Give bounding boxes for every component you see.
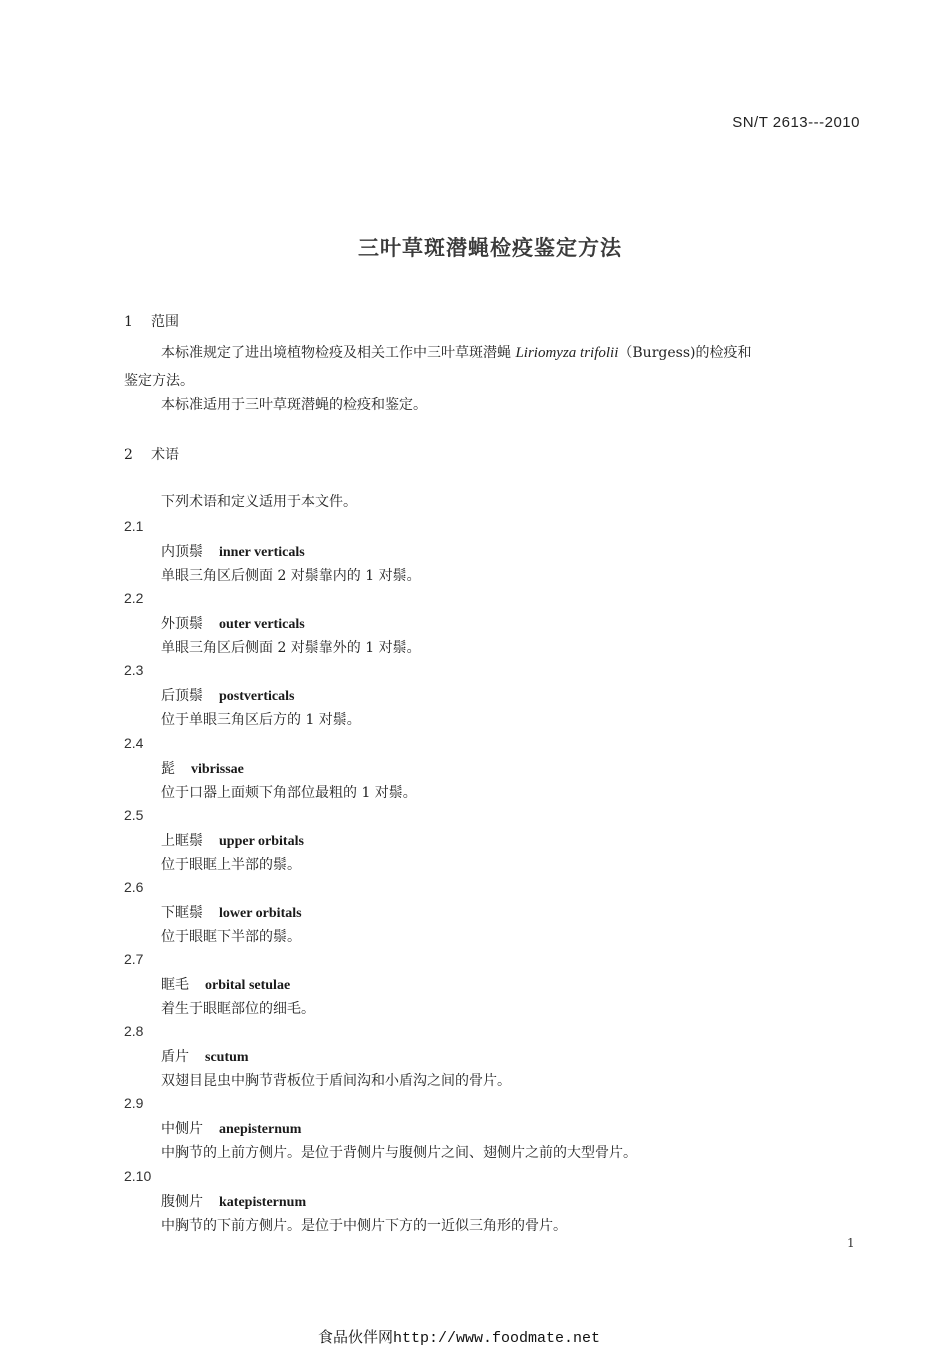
section-title: 范围 — [151, 314, 179, 330]
term-name — [161, 685, 294, 705]
term-zh: 下眶鬃 — [161, 905, 203, 921]
term-definition: 双翅目昆虫中胸节背板位于盾间沟和小盾沟之间的骨片。 — [161, 1073, 511, 1089]
term-en: katepisternum — [219, 1195, 307, 1210]
term-number: 2.1 — [124, 518, 144, 534]
term-name — [161, 541, 305, 561]
term-zh: 眶毛 — [161, 977, 189, 993]
term-definition: 着生于眼眶部位的细毛。 — [161, 1001, 315, 1017]
term-zh: 腹侧片 — [161, 1194, 203, 1210]
term-zh: 内顶鬃 — [161, 544, 203, 560]
footer-site-name: 食品伙伴网 — [318, 1328, 394, 1346]
section-number: 2 — [124, 447, 133, 463]
term-zh: 上眶鬃 — [161, 833, 203, 849]
scope-text-b: （Burgess)的检疫和 — [618, 345, 752, 361]
document-code: SN/T 2613---2010 — [732, 114, 860, 131]
term-en: upper orbitals — [219, 834, 304, 849]
section-2-heading — [124, 444, 179, 464]
term-name — [161, 902, 302, 922]
scope-paragraph-1 — [161, 339, 881, 367]
term-definition: 位于眼眶下半部的鬃。 — [161, 929, 301, 945]
footer-watermark — [318, 1326, 600, 1347]
section-1-heading — [124, 311, 179, 331]
term-number: 2.3 — [124, 662, 144, 678]
term-en: orbital setulae — [205, 978, 291, 993]
species-name: Liriomyza trifolii — [515, 345, 619, 361]
scope-paragraph-2: 本标准适用于三叶草斑潜蝇的检疫和鉴定。 — [161, 397, 427, 413]
term-name — [161, 1118, 301, 1138]
term-name — [161, 1046, 249, 1066]
term-number: 2.8 — [124, 1023, 144, 1039]
term-en: anepisternum — [219, 1122, 302, 1137]
term-definition: 中胸节的上前方侧片。是位于背侧片与腹侧片之间、翅侧片之前的大型骨片。 — [161, 1145, 637, 1161]
term-en: inner verticals — [219, 545, 305, 560]
term-name — [161, 830, 304, 850]
term-en: lower orbitals — [219, 906, 302, 921]
term-definition: 中胸节的下前方侧片。是位于中侧片下方的一近似三角形的骨片。 — [161, 1218, 567, 1234]
term-name — [161, 758, 244, 778]
scope-paragraph-1-cont: 鉴定方法。 — [124, 373, 194, 389]
term-number: 2.6 — [124, 879, 144, 895]
term-number: 2.4 — [124, 735, 144, 751]
term-number: 2.5 — [124, 807, 144, 823]
term-definition: 单眼三角区后侧面 2 对鬃靠外的 1 对鬃。 — [161, 640, 421, 656]
scope-text-a: 本标准规定了进出境植物检疫及相关工作中三叶草斑潜蝇 — [161, 345, 516, 361]
section-title: 术语 — [151, 447, 179, 463]
term-definition: 位于眼眶上半部的鬃。 — [161, 857, 301, 873]
term-name — [161, 1191, 306, 1211]
section-number: 1 — [124, 314, 133, 330]
term-definition: 单眼三角区后侧面 2 对鬃靠内的 1 对鬃。 — [161, 568, 421, 584]
term-number: 2.10 — [124, 1168, 152, 1184]
term-zh: 髭 — [161, 761, 175, 777]
document-title: 三叶草斑潜蝇检疫鉴定方法 — [358, 236, 622, 260]
term-en: vibrissae — [191, 762, 244, 777]
term-number: 2.7 — [124, 951, 144, 967]
footer-url[interactable]: http://www.foodmate.net — [393, 1330, 601, 1347]
term-en: postverticals — [219, 689, 295, 704]
term-zh: 后顶鬃 — [161, 688, 203, 704]
term-name — [161, 974, 290, 994]
term-zh: 盾片 — [161, 1049, 189, 1065]
term-en: scutum — [205, 1050, 249, 1065]
term-zh: 中侧片 — [161, 1121, 203, 1137]
term-definition: 位于单眼三角区后方的 1 对鬃。 — [161, 712, 361, 728]
page-number: 1 — [847, 1236, 855, 1250]
term-definition: 位于口器上面颊下角部位最粗的 1 对鬃。 — [161, 785, 417, 801]
term-number: 2.9 — [124, 1095, 144, 1111]
term-number: 2.2 — [124, 590, 144, 606]
term-zh: 外顶鬃 — [161, 616, 203, 632]
terms-intro: 下列术语和定义适用于本文件。 — [161, 494, 357, 510]
term-en: outer verticals — [219, 617, 305, 632]
term-name — [161, 613, 305, 633]
